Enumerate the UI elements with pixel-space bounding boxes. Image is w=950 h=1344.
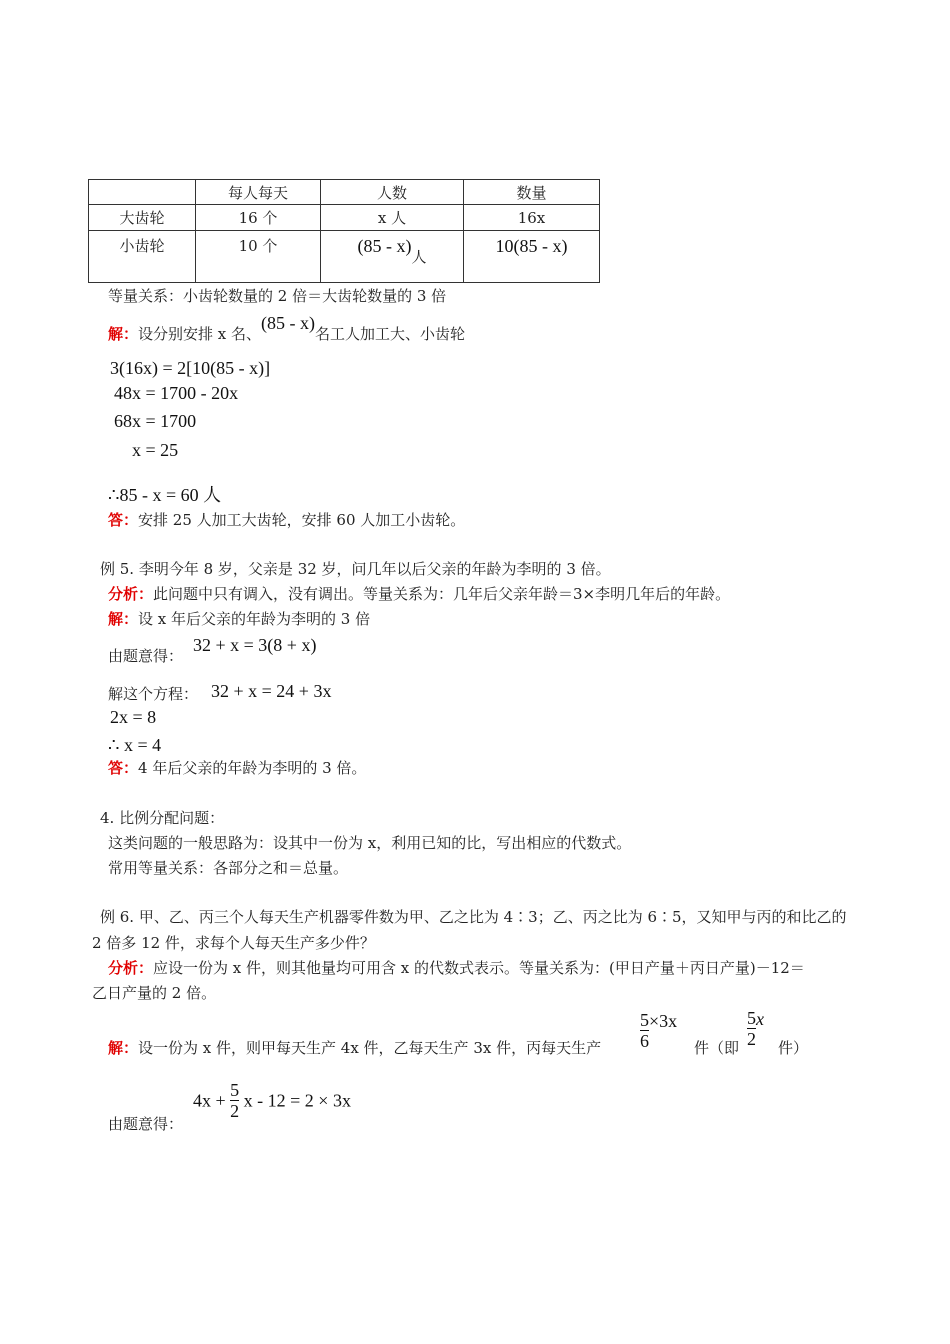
equation-part: 4x +	[193, 1090, 226, 1111]
table-math-cell: (85 - x)	[357, 236, 412, 256]
analysis-label: 分析：	[108, 585, 154, 603]
equation: 32 + x = 24 + 3x	[211, 681, 332, 701]
table-cell: 10 个	[196, 231, 321, 283]
equation: x = 25	[132, 440, 179, 460]
equation: 3(16x) = 2[10(85 - x)]	[110, 358, 271, 378]
table-cell	[464, 231, 600, 283]
solution-label: 解：	[108, 1039, 139, 1057]
answer-label: 答：	[108, 511, 139, 529]
solution-line	[108, 1038, 601, 1058]
fraction-expression	[640, 1010, 677, 1051]
solution-label: 解：	[108, 325, 139, 343]
fraction-denominator: 2	[747, 1029, 756, 1049]
table-header-cell	[89, 180, 196, 205]
table-math-cell: 10(85 - x)	[495, 236, 568, 256]
equation	[193, 1080, 351, 1121]
fraction-numerator: 5	[747, 1008, 756, 1028]
analysis-text: 应设一份为 x 件，则其他量均可用含 x 的代数式表示。等量关系为：(甲日产量＋丙日产量)－12＝	[153, 959, 805, 977]
answer-label: 答：	[108, 759, 139, 777]
fraction	[640, 1010, 649, 1051]
table-cell: x 人	[321, 205, 464, 231]
table-cell: 小齿轮	[89, 231, 196, 283]
table-row	[89, 231, 600, 283]
table-cell: 16 个	[196, 205, 321, 231]
solution-label: 解：	[108, 610, 139, 628]
fraction	[230, 1080, 239, 1121]
solution-text: 设分别安排 x 名、	[138, 325, 262, 343]
solution-math: (85 - x)	[261, 313, 315, 333]
solution-text: 名工人加工大、小齿轮	[315, 325, 466, 343]
fraction-numerator: 5	[640, 1010, 649, 1030]
fraction-expression	[747, 1008, 764, 1049]
gear-table	[88, 179, 600, 283]
fraction	[747, 1008, 756, 1049]
table-header-cell: 人数	[321, 180, 464, 205]
table-cell: 16x	[464, 205, 600, 231]
example-title-cont: 2 倍多 12 件，求每个人每天生产多少件？	[92, 934, 375, 952]
equation: 32 + x = 3(8 + x)	[193, 635, 317, 655]
analysis-label: 分析：	[108, 959, 154, 977]
example-title: 例 5. 李明今年 8 岁，父亲是 32 岁，问几年以后父亲的年龄为李明的 3 倍。	[100, 560, 611, 578]
fraction-denominator: 2	[230, 1101, 240, 1121]
answer-line	[108, 510, 465, 530]
solution-text: 件（即	[694, 1039, 740, 1057]
answer-line	[108, 758, 366, 778]
equation-label: 由题意得：	[108, 647, 184, 665]
conclusion: ∴ x = 4	[108, 735, 162, 755]
section-text: 常用等量关系：各部分之和＝总量。	[108, 859, 349, 877]
fraction-rest: x	[756, 1008, 764, 1029]
answer-text: 安排 25 人加工大齿轮，安排 60 人加工小齿轮。	[138, 511, 466, 529]
equation: 68x = 1700	[114, 411, 197, 431]
section-title: 4. 比例分配问题：	[100, 809, 225, 827]
equivalence-relation: 等量关系：小齿轮数量的 2 倍＝大齿轮数量的 3 倍	[108, 287, 447, 305]
analysis-line	[108, 958, 805, 978]
table-cell-unit: 人	[411, 248, 427, 266]
solution-line	[108, 609, 370, 629]
table-header-row	[89, 180, 600, 205]
solution-text: 设 x 年后父亲的年龄为李明的 3 倍	[138, 610, 371, 628]
table-header-cell: 每人每天	[196, 180, 321, 205]
conclusion: ∴85 - x = 60 人	[108, 485, 222, 505]
equation: 48x = 1700 - 20x	[114, 383, 239, 403]
fraction-rest: ×3x	[649, 1010, 678, 1031]
fraction-numerator: 5	[230, 1080, 240, 1100]
analysis-text-cont: 乙日产量的 2 倍。	[92, 984, 217, 1002]
table-header-cell: 数量	[464, 180, 600, 205]
solution-text: 件）	[778, 1039, 809, 1057]
equation-part: x - 12 = 2 × 3x	[243, 1090, 351, 1111]
table-row	[89, 205, 600, 231]
solution-text: 设一份为 x 件，则甲每天生产 4x 件，乙每天生产 3x 件，丙每天生产	[138, 1039, 602, 1057]
example-title: 例 6. 甲、乙、丙三个人每天生产机器零件数为甲、乙之比为 4∶3；乙、丙之比为 6∶5，又知甲与丙的和比乙的	[100, 908, 847, 926]
table-cell: 大齿轮	[89, 205, 196, 231]
analysis-line	[108, 584, 730, 604]
equation: 2x = 8	[110, 707, 157, 727]
table-cell	[321, 231, 464, 283]
equation-label: 由题意得：	[108, 1115, 184, 1133]
solve-label: 解这个方程：	[108, 685, 199, 703]
solution-line	[108, 313, 466, 344]
answer-text: 4 年后父亲的年龄为李明的 3 倍。	[138, 759, 367, 777]
analysis-text: 此问题中只有调入，没有调出。等量关系为：几年后父亲年龄＝3×李明几年后的年龄。	[153, 585, 731, 603]
section-text: 这类问题的一般思路为：设其中一份为 x，利用已知的比，写出相应的代数式。	[108, 834, 632, 852]
fraction-denominator: 6	[640, 1031, 649, 1051]
